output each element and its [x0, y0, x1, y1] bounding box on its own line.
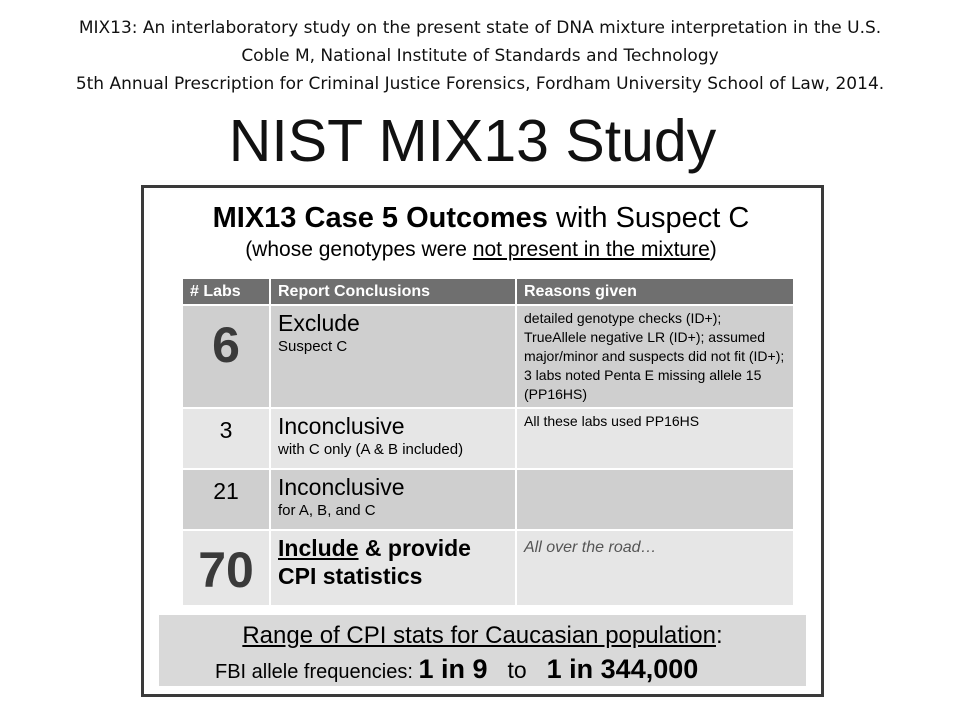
embedded-slide-image	[141, 185, 824, 697]
conclusion-main: Inconclusive	[278, 474, 405, 500]
header-labs: # Labs	[182, 278, 270, 305]
case-title-rest: with Suspect C	[547, 202, 750, 234]
range-title	[159, 621, 806, 651]
conclusion-line-2: CPI statistics	[278, 563, 423, 589]
case-title-bold: MIX13 Case 5 Outcomes	[212, 202, 548, 234]
conclusion-cell	[270, 469, 516, 530]
case-title	[144, 200, 818, 236]
range-values	[215, 653, 698, 688]
reason-text: detailed genotype checks (ID+); TrueAllele negative LR (ID+); assumed major/minor and suspects did not fit (ID+); 3 labs noted Penta E missing allele 15 (PP16HS)	[524, 310, 785, 402]
conclusion-main: Inconclusive	[278, 413, 405, 439]
case-subtitle-underlined: not present in the mixture	[472, 238, 710, 261]
conclusion-cell	[270, 408, 516, 469]
table-header-row	[182, 278, 794, 305]
conclusion-cell	[270, 305, 516, 408]
case-subtitle-post: )	[709, 238, 717, 261]
cpi-range-box	[159, 615, 806, 686]
reason-text: All these labs used PP16HS	[524, 413, 700, 429]
conclusion-main: Exclude	[278, 310, 360, 336]
conclusion-sub: with C only (A & B included)	[278, 441, 464, 458]
range-high: 1 in 344,000	[546, 654, 699, 684]
table-row	[182, 469, 794, 530]
range-low: 1 in 9	[418, 654, 488, 684]
citation	[0, 14, 960, 98]
reason-cell	[516, 469, 794, 530]
slide-title: NIST MIX13 Study	[228, 108, 717, 174]
conclusion-sub: Suspect C	[278, 338, 348, 355]
range-label: FBI allele frequencies:	[215, 661, 419, 683]
case-subtitle-pre: (whose genotypes were	[245, 238, 473, 261]
table-row	[182, 305, 794, 408]
range-title-post: :	[715, 622, 723, 649]
conclusion-underlined: Include	[278, 535, 359, 561]
labs-cell	[182, 469, 270, 530]
header-reasons: Reasons given	[516, 278, 794, 305]
conclusion-main	[278, 534, 508, 562]
conclusion-cell	[270, 530, 516, 606]
range-to: to	[507, 657, 527, 683]
citation-line-1: MIX13: An interlaboratory study on the present state of DNA mixture interpretation in the U.S.	[78, 18, 882, 38]
labs-count: 3	[219, 417, 233, 443]
labs-count: 21	[213, 478, 239, 504]
labs-count: 6	[212, 317, 240, 373]
conclusion-rest: & provide	[358, 535, 471, 561]
labs-cell	[182, 305, 270, 408]
labs-count: 70	[198, 542, 254, 598]
table-row	[182, 530, 794, 606]
reason-cell	[516, 530, 794, 606]
outcomes-table	[181, 277, 795, 607]
citation-line-3: 5th Annual Prescription for Criminal Justice Forensics, Fordham University School of Law, 2014.	[75, 74, 885, 94]
reason-cell	[516, 305, 794, 408]
citation-line-2: Coble M, National Institute of Standards and Technology	[241, 46, 719, 66]
labs-cell	[182, 408, 270, 469]
conclusion-sub: for A, B, and C	[278, 502, 376, 519]
case-subtitle	[144, 236, 818, 264]
table-row	[182, 408, 794, 469]
header-conclusions: Report Conclusions	[270, 278, 516, 305]
range-title-underlined: Range of CPI stats for Caucasian population	[242, 622, 716, 649]
reason-text: All over the road…	[524, 539, 657, 556]
reason-cell	[516, 408, 794, 469]
labs-cell	[182, 530, 270, 606]
